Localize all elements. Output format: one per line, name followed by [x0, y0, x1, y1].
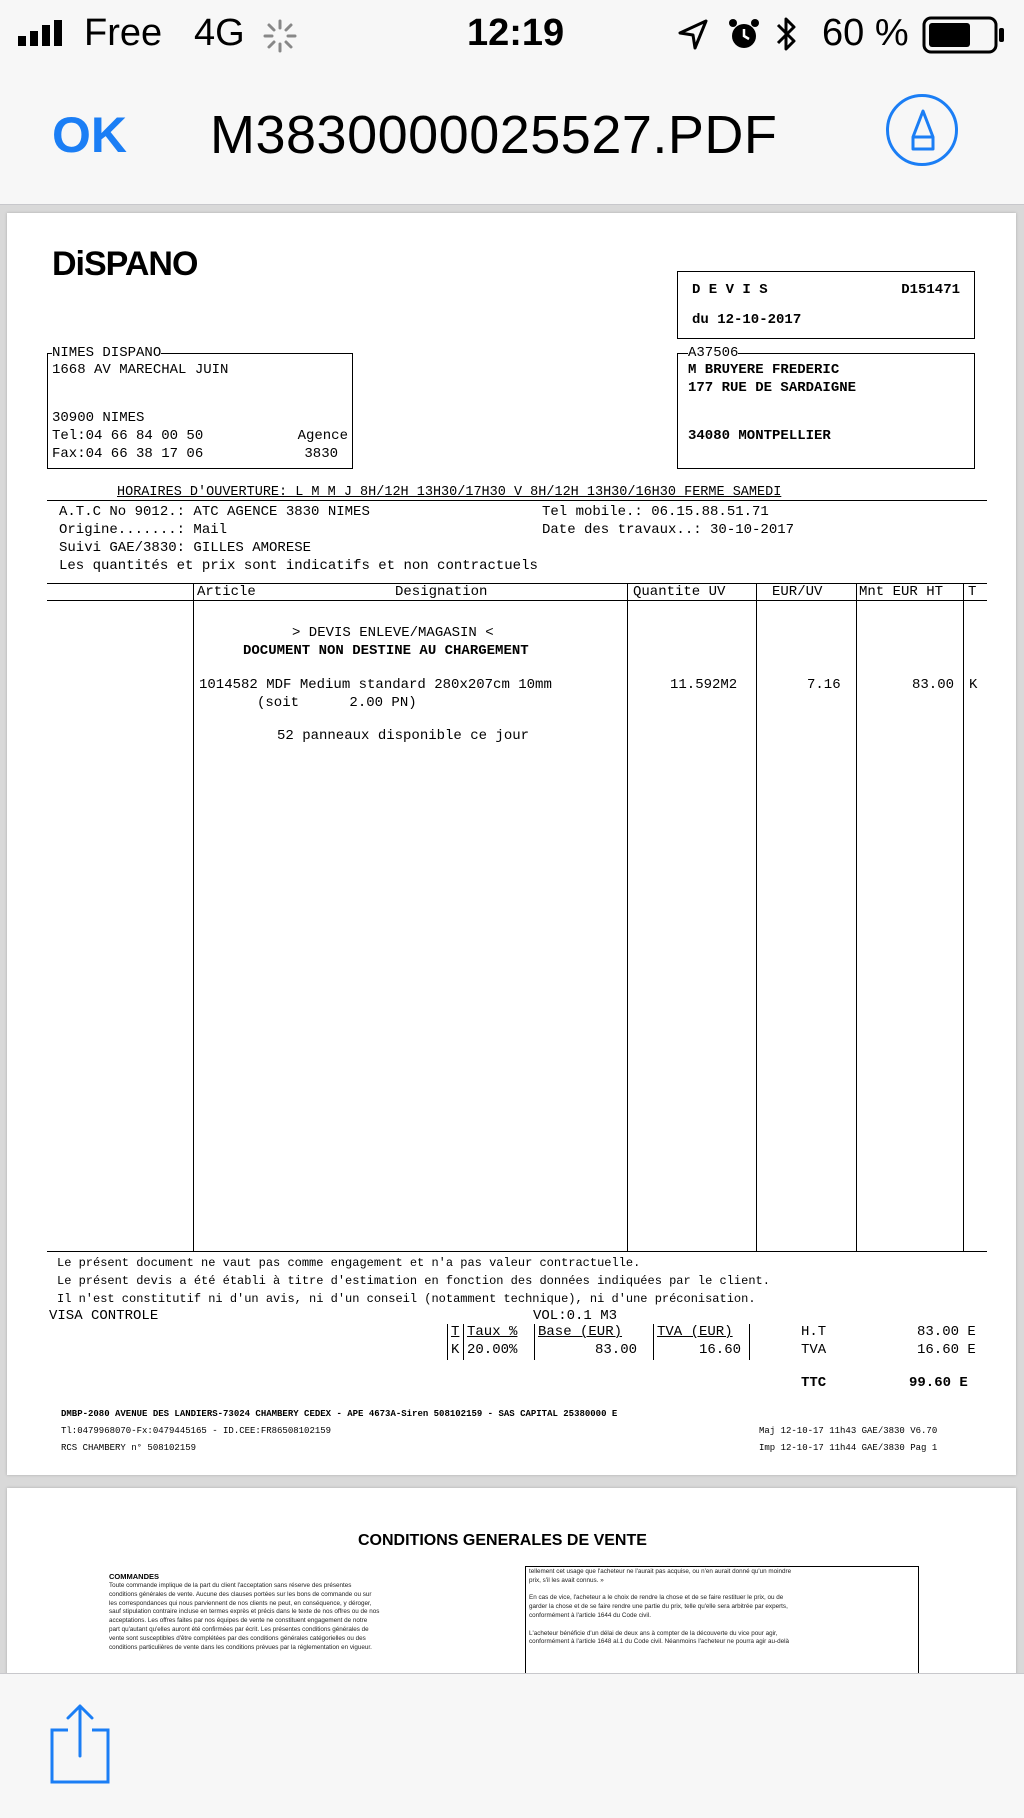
pdf-viewer[interactable] [0, 205, 1024, 1673]
header-designation: Designation [395, 584, 488, 600]
tax-header-taux: Taux % [467, 1324, 518, 1340]
cgv-right-line [529, 1621, 914, 1630]
client-name: M BRUYERE FREDERIC [688, 362, 840, 378]
cgv-right-column [529, 1568, 914, 1647]
availability-note: 52 panneaux disponible ce jour [277, 728, 530, 744]
tax-rate: 20.00% [467, 1342, 518, 1358]
tel-mobile: Tel mobile.: 06.15.88.51.71 [542, 504, 769, 520]
location-arrow-icon [676, 18, 710, 52]
cgv-left-line: part qu'autant qu'elles auront été confirmées par écrit. Les présentes conditions générales de [109, 1625, 369, 1633]
ttc-value: 99.60 E [909, 1375, 968, 1391]
cgv-left-line: sauf stipulation contraire incluse en termes exprès et précis dans le texte de nos offres ou de nos [109, 1608, 380, 1616]
ht-label: H.T [801, 1324, 827, 1340]
hours-rule [47, 500, 987, 501]
cgv-right-line: tellement cet usage que l'acheteur ne l'aurait pas acquise, ou n'en aurait donné qu'un moindre [529, 1568, 792, 1575]
pdf-page-1 [7, 213, 1016, 1475]
volume: VOL:0.1 M3 [533, 1308, 618, 1324]
clock: 12:19 [467, 12, 565, 54]
line-tax-code: K [969, 677, 978, 693]
tax-amount: 16.60 [699, 1342, 742, 1358]
devis-label: D E V I S [692, 282, 768, 298]
table-top-rule [47, 583, 987, 584]
col-sep-2 [627, 583, 628, 1251]
agency-address: 1668 AV MARECHAL JUIN [52, 362, 229, 378]
ok-button[interactable]: OK [52, 107, 127, 163]
opening-hours: HORAIRES D'OUVERTURE: L M M J 8H/12H 13H30/17H30 V 8H/12H 13H30/16H30 FERME SAMEDI [117, 485, 782, 500]
line-sub: (soit 2.00 PN) [257, 695, 417, 711]
agency-fax: Fax:04 66 38 17 06 [52, 446, 204, 462]
agency-number: 3830 [304, 446, 338, 462]
client-legend: A37506 [688, 345, 739, 361]
dispano-logo: DiSPANO [52, 245, 198, 283]
line-unit-price: 7.16 [807, 677, 841, 693]
footer-imp: Imp 12-10-17 11h44 GAE/3830 Pag 1 [759, 1443, 938, 1453]
tva-value: 16.60 E [917, 1342, 976, 1358]
markup-pen-icon [903, 107, 943, 155]
markup-button[interactable] [886, 94, 958, 166]
tax-header-base: Base (EUR) [538, 1324, 623, 1340]
cgv-right-line: conformément à l'article 1648 al.1 du Code civil. Néanmoins l'acheteur ne pourra agir au-delà [529, 1638, 790, 1646]
disclaimer-2: Le présent devis a été établi à titre d'estimation en fonction des données indiquées par le client. [57, 1274, 770, 1288]
footer-line-1: DMBP-2080 AVENUE DES LANDIERS-73024 CHAMBERY CEDEX - APE 4673A-Siren 508102159 - SAS CAPITAL 25380000 E [61, 1409, 618, 1419]
footer-line-3: RCS CHAMBERY n° 508102159 [61, 1443, 197, 1453]
atc-info: A.T.C No 9012.: ATC AGENCE 3830 NIMES [59, 504, 370, 520]
line-quantity: 11.592M2 [670, 677, 738, 693]
tax-code: K [451, 1342, 460, 1358]
bluetooth-icon [774, 14, 800, 54]
status-bar [0, 0, 1024, 68]
cgv-right-line: En cas de vice, l'acheteur a le choix de rendre la chose et de se faire restituer le prix, ou de [529, 1594, 784, 1602]
cgv-left-line: vente sont susceptibles d'être complétées par des conditions générales catégorielles ou des [109, 1634, 366, 1642]
agency-legend: NIMES DISPANO [52, 345, 162, 361]
header-mnt: Mnt EUR HT [859, 584, 944, 600]
share-icon [46, 1702, 114, 1786]
navigation-bar [0, 68, 1024, 205]
bottom-toolbar [0, 1673, 1024, 1818]
cgv-right-line: prix, s'il les avait connus. » [529, 1576, 604, 1584]
battery-icon [922, 16, 1006, 54]
cgv-left-column [109, 1582, 504, 1652]
devis-date: du 12-10-2017 [692, 312, 802, 328]
tax-sep-3 [653, 1324, 654, 1360]
devis-box [677, 271, 975, 339]
col-sep-3 [756, 583, 757, 1251]
col-sep-5 [963, 583, 964, 1251]
tax-header-t: T [451, 1324, 460, 1340]
agency-tel: Tel:04 66 84 00 50 [52, 428, 204, 444]
cgv-left-line: acceptations. Les offres faites par nos équipes de vente ne constituent engagement de notre [109, 1617, 368, 1625]
header-eur-uv: EUR/UV [772, 584, 823, 600]
client-address: 177 RUE DE SARDAIGNE [688, 380, 857, 396]
header-t: T [968, 584, 977, 600]
col-sep-4 [856, 583, 857, 1251]
agency-box [47, 345, 353, 469]
line-amount: 83.00 [912, 677, 955, 693]
cgv-right-line: L'acheteur bénéficie d'un délai de deux ans à compter de la découverte du vice pour agir, [529, 1629, 778, 1637]
disclaimer-1: Le présent document ne vaut pas comme engagement et n'a pas valeur contractuelle. [57, 1256, 641, 1270]
cgv-left-line: Toute commande implique de la part du client l'acceptation sans réserve des présentes [109, 1582, 352, 1589]
suivi: Suivi GAE/3830: GILLES AMORESE [59, 540, 312, 556]
tax-base: 83.00 [595, 1342, 638, 1358]
cgv-right-line [529, 1586, 914, 1595]
header-article: Article [197, 584, 256, 600]
network-label: 4G [194, 12, 245, 54]
devis-number: D151471 [901, 282, 960, 298]
share-button[interactable] [46, 1702, 114, 1786]
line-description: 1014582 MDF Medium standard 280x207cm 10mm [199, 677, 552, 693]
footer-line-2: Tl:0479968070-Fx:0479445165 - ID.CEE:FR86508102159 [61, 1426, 332, 1436]
cgv-title: CONDITIONS GENERALES DE VENTE [358, 1532, 647, 1549]
cgv-right-line: conformément à l'article 1644 du Code civil. [529, 1611, 651, 1619]
tva-label: TVA [801, 1342, 827, 1358]
cgv-section-commandes: COMMANDES [109, 1572, 159, 1581]
agency-city: 30900 NIMES [52, 410, 145, 426]
indicative-note: Les quantités et prix sont indicatifs et non contractuels [59, 558, 538, 574]
table-header-rule [47, 600, 987, 601]
agency-label: Agence [297, 428, 348, 444]
col-sep-1 [193, 583, 194, 1251]
carrier-label: Free [84, 12, 163, 54]
tax-border-left [447, 1324, 448, 1360]
loading-icon [262, 18, 298, 54]
header-quantite: Quantite UV [633, 584, 726, 600]
visa-controle: VISA CONTROLE [49, 1308, 159, 1324]
tax-border-right [749, 1324, 750, 1360]
pdf-page-2 [7, 1488, 1016, 1688]
tax-table [447, 1324, 749, 1362]
tax-sep-2 [534, 1324, 535, 1360]
client-city: 34080 MONTPELLIER [688, 428, 831, 444]
notice-chargement: DOCUMENT NON DESTINE AU CHARGEMENT [243, 643, 529, 659]
ttc-label: TTC [801, 1375, 827, 1391]
tax-sep-1 [463, 1324, 464, 1360]
date-travaux: Date des travaux..: 30-10-2017 [542, 522, 795, 538]
document-title: M3830000025527.PDF [210, 105, 778, 165]
notice-enleve: > DEVIS ENLEVE/MAGASIN < [292, 625, 494, 641]
signal-icon [18, 20, 66, 48]
disclaimer-3: Il n'est constitutif ni d'un avis, ni d'un conseil (notamment technique), ni d'une préconisation. [57, 1292, 756, 1306]
origine: Origine.......: Mail [59, 522, 228, 538]
table-bottom-rule [47, 1251, 987, 1252]
footer-maj: Maj 12-10-17 11h43 GAE/3830 V6.70 [759, 1426, 938, 1436]
alarm-icon [726, 16, 762, 52]
cgv-right-line: garder la chose et de se faire rendre une partie du prix, telle qu'elle sera arbitrée par experts, [529, 1603, 788, 1611]
client-box [677, 345, 975, 469]
ht-value: 83.00 E [917, 1324, 976, 1340]
battery-percent: 60 % [822, 12, 909, 54]
cgv-left-line: conditions générales de vente. Aucune des clauses portées sur les bons de commande ou sur [109, 1590, 372, 1598]
cgv-left-line: conditions particulières de vente dans les conditions prévues par la réglementation en vigueur. [109, 1643, 372, 1651]
tax-header-tva: TVA (EUR) [657, 1324, 733, 1340]
cgv-left-line: les correspondances qui nous parviennent de nos clients ne peut, en conséquence, y déroger, [109, 1599, 372, 1607]
